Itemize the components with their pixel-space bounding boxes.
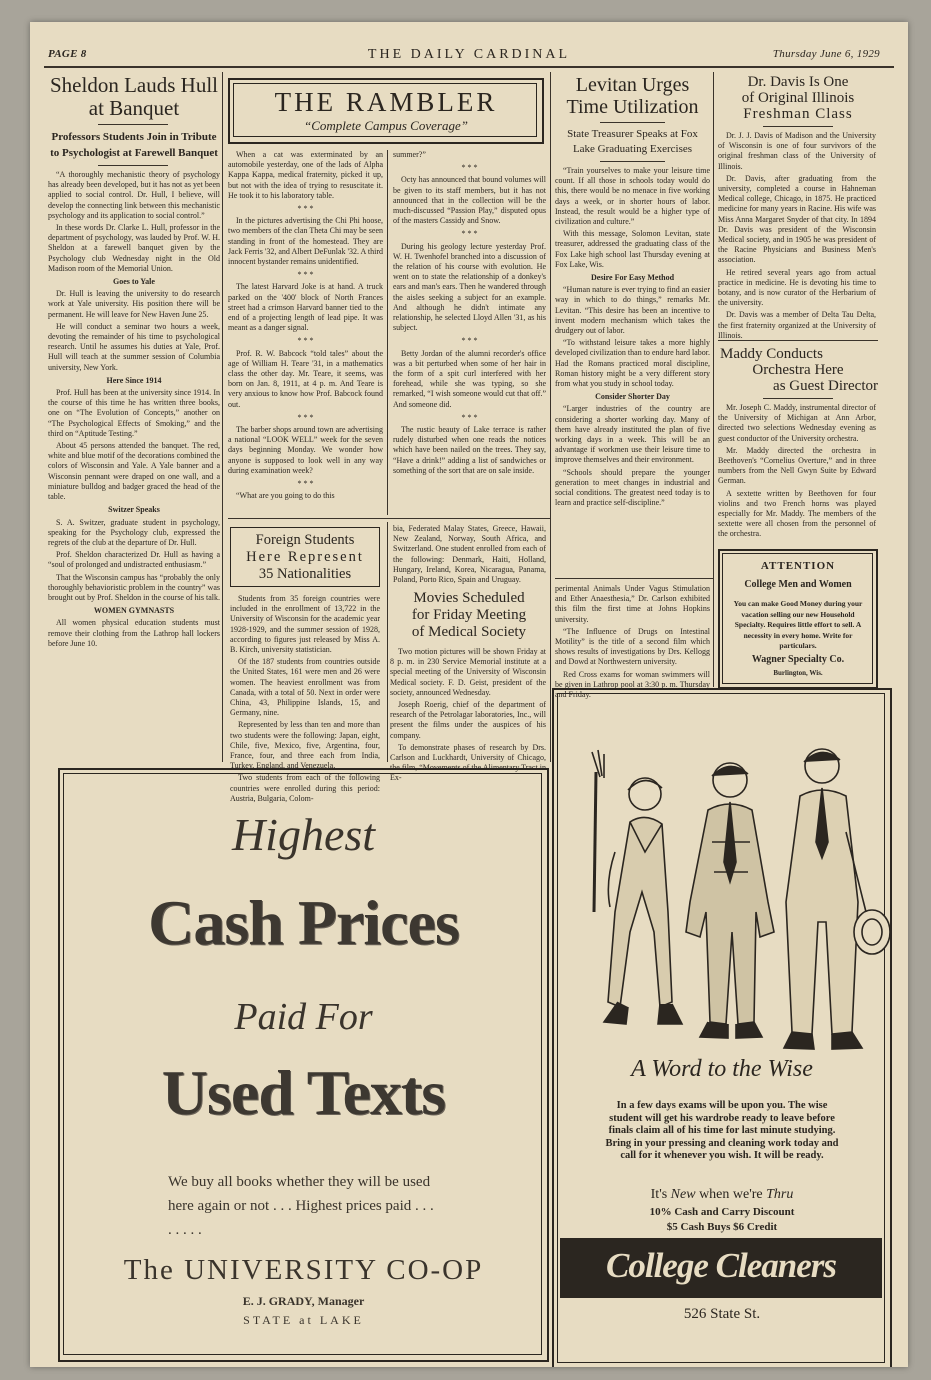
ad-line: Paid For [234, 996, 373, 1038]
paragraph: A sextette written by Beethoven for four violins and two French horns was played especially for Mr. Maddy. The members of the sextette were all chosen from the personnel of the orchestra. [718, 488, 876, 539]
paragraph: About 45 persons attended the banquet. The red, white and blue motif of the decorations combined the colors of Wisconsin and Yale. A Yale banner and a Wisconsin pennant were draped on one wall, and a miniature bulldog and badger graced the head of the table. [48, 441, 220, 502]
ad-manager: E. J. GRADY, Manager [242, 1294, 365, 1308]
movies-body-continued [555, 584, 710, 702]
foreign-headline-box [230, 527, 380, 587]
section-rule [228, 518, 550, 519]
paragraph: Two motion pictures will be shown Friday at 8 p. m. in 230 Service Memorial institute at a special meeting of the University of Wisconsin Medical society. F. D. Geist, president of the society, announced Wednesday. [390, 647, 546, 697]
paragraph: “Human nature is ever trying to find an easier way in which to do things,” remarks Mr. Levitan. “This desire has been an incentive to invent modern mechanism which takes the drudgery out of labor. [555, 285, 710, 336]
paragraph: To demonstrate phases of research by Drs. Carlson and Luckhardt, University of Chicago, the film, “Movements of the Alimentary Tract in Ex- [390, 742, 546, 783]
deck: State Treasurer Speaks at Fox Lake Graduating Exercises [567, 128, 698, 155]
paragraph: Dr. Hull is leaving the university to do research work at Yale university. His position there will be permanent. He will leave for New Haven June 25. [48, 289, 220, 319]
slogan-part: It's [650, 1187, 668, 1202]
rambler-column-left [228, 150, 383, 504]
paragraph: Joseph Roerig, chief of the department of research of the Petrolagar laboratories, Inc., will present the films under the auspices of his company. [390, 700, 546, 740]
column-rule [387, 522, 388, 762]
paragraph: The barber shops around town are advertising a national “LOOK WELL” week for the seven days beginning Monday. We wonder how anyone is supposed to look well in any way during examination week? [228, 425, 383, 475]
article-body [555, 166, 710, 509]
article-body [718, 403, 876, 540]
ad-store-the: The [123, 1254, 175, 1286]
paragraph: The latest Harvard Joke is at hand. A truck parked on the '400' block of North Frances street had a crimson Harvard banner tied to the end of a projecting length of lead pipe. It was meant as a danger signal. [228, 282, 383, 333]
paragraph: He will conduct a seminar two hours a week, devoting the remainder of his time to psychological research. Until he assumes his duties at Yale, Prof. Hull will teach at the summer session of Columbia university, New York. [48, 321, 220, 372]
paragraph: With this message, Solomon Levitan, state treasurer, addressed the graduating class of the Fox Lake high school last Thursday evening at Fox Lake, Wis. [555, 229, 710, 269]
paragraph: During his geology lecture yesterday Prof. W. H. Twenhofel branched into a discussion of the relation of his course with evolution. He went on to state the relationship of a donkey's ears and man's ears. Then he wandered through the aisles seeking a subject for an example. And although he didn't intimate any relationship, he selected Lloyd Allen '31, as his subject. [393, 241, 546, 333]
rambler-column-right [393, 150, 546, 478]
cleaners-deal: $5 Cash Buys $6 Credit [666, 1221, 778, 1233]
separator: * * * [297, 336, 314, 346]
gentlemen-illustration [590, 732, 900, 1077]
slogan-part: when we're [699, 1187, 763, 1202]
cleaners-logo: College Cleaners [606, 1246, 836, 1285]
paragraph: Two students from each of the following countries were enrolled during this period: Austria, Bulgaria, Colom- [230, 773, 380, 803]
paragraph: The rustic beauty of Lake terrace is rather rudely disturbed when one reads the notices which have been nailed on the trees. They say, “Have a drink!” adding a list of sandwiches or something of the sort that are on sale inside. [393, 425, 546, 475]
article-body [390, 647, 546, 784]
cleaners-slogan [554, 1187, 890, 1203]
ad-city: Burlington, Wis. [773, 669, 823, 677]
paragraph: “What are you going to do this [236, 491, 335, 501]
separator: * * * [461, 163, 478, 173]
paragraph: In the pictures advertising the Chi Phi hoose, two members of the clan Theta Chi may be seen standing in front of the homestead. They are Jack Ferris '32, and Albert DeFunlak '32. A third innocent bystander remains unidentified. [228, 216, 383, 267]
paragraph: S. A. Switzer, graduate student in psychology, speaking for the Psychology club, expressed the regrets of the club at the departure of Dr. Hull. [48, 517, 220, 547]
separator: * * * [461, 336, 478, 346]
article-movies [390, 590, 548, 786]
headline-line: for Friday Meeting [411, 607, 527, 623]
paragraph: bia, Federated Malay States, Greece, Hawaii, New Zealand, Norway, South Africa, and Switzerland. One student enrolled from each of the following: Denmark, Haiti, Holland, Hungary, Ireland, Korea, Nicaragua, Panama, Poland, Porto Rico, Spain and Uruguay. [393, 524, 546, 585]
paragraph: Dr. Davis, after graduating from the university, completed a course in Hahneman Medical college, Chicago, in 1875. He practiced medicine for many years in Racine. His wife was Miss Anna Margaret Snyder of that city. In 1894 Dr. Davis was president of the Wisconsin Medical society, and in 1905 he was president of the Racine Physicians and Business Men's association. [718, 173, 876, 265]
paragraph: He retired several years ago from actual practice in medicine. He is devoting his time to botany, and is now curator of the Herbarium of the university. [718, 267, 876, 308]
rambler-header-box [228, 78, 544, 144]
separator: * * * [297, 270, 314, 280]
ad-line: Used Texts [161, 1057, 446, 1128]
headline-line: of Medical Society [411, 624, 527, 640]
separator: * * * [461, 412, 478, 422]
rule [600, 161, 665, 162]
headline-line: Here Represent [246, 549, 364, 565]
paragraph: Prof. R. W. Babcock “told tales” about the age of William H. Teare '31, in a mathematics class the other day. Mr. Teare, it seems, was born on Jan. 8, 1911, at 4 p. m. And Teare is very anxious to know how Prof. Babcock found out. [228, 348, 383, 409]
headline-line: of Original Illinois [741, 90, 855, 106]
paragraph: summer?” [393, 150, 426, 159]
rule [763, 126, 833, 127]
subhead: Goes to Yale [113, 277, 155, 287]
headline-line: Time Utilization [566, 96, 699, 118]
headline-line: 35 Nationalities [258, 566, 352, 582]
subhead: WOMEN GYMNASTS [93, 606, 175, 616]
headline-line: Levitan Urges [575, 74, 690, 96]
subhead: Switzer Speaks [108, 505, 160, 515]
article-levitan [555, 74, 710, 511]
headline-line: Foreign Students [255, 532, 355, 548]
cleaners-body: In a few days exams will be upon you. The wise student will get his wardrobe ready to leave before finals claim all of his time for last minute studying. Bring in your pressing and cleaning work today and call for it whenever you wish. It will be ready. [605, 1100, 839, 1161]
subhead: Consider Shorter Day [595, 392, 670, 402]
section-rule [718, 340, 878, 341]
paragraph: Mr. Maddy directed the orchestra in Beethoven's “Cornelius Overture,” and in three numbers from the Nell Gwyn Suite by Edward German. [718, 445, 876, 486]
ad-title: ATTENTION [760, 560, 836, 572]
ad-store-line [60, 1254, 547, 1287]
separator: * * * [297, 479, 314, 489]
ad-body: We buy all books whether they will be used here again or not . . . Highest prices paid . . . . . . . . [168, 1174, 434, 1238]
page-number: PAGE 8 [48, 48, 87, 60]
article-davis [718, 74, 878, 343]
foreign-body-continued [393, 524, 546, 587]
subhead: Here Since 1914 [106, 375, 162, 385]
masthead-rule [44, 66, 894, 68]
paragraph: “A thoroughly mechanistic theory of psychology has already been developed, but it has not as yet been applied to social control. Dr. Hull, I believe, will develop the connecting link between this mechanistic psychology and its application to social control.” [48, 170, 220, 220]
paragraph: Prof. Hull has been at the university since 1914. In the course of this time he has written three books, one on “The Evolution of Concepts,” another on “The Psychological Effects of Smoking,” and the third on “Aptitude Testing.” [48, 388, 220, 438]
rambler-title: THE RAMBLER [274, 87, 498, 117]
article-maddy [718, 346, 878, 542]
paragraph: “Larger industries of the country are considering a shorter working day. Many of them have already instituted the plan of five working days in a week. This will be an advantage if workmen use their leisure time to improve themselves and their environment. [555, 404, 710, 465]
paragraph: Mr. Joseph C. Maddy, instrumental director of the University of Michigan at Ann Arbor, directed two selections Wednesday evening as guest conductor of the University orchestra. [718, 403, 876, 443]
headline-line: Maddy Conducts [720, 346, 823, 362]
newspaper-page [30, 22, 908, 1367]
paragraph: “The Influence of Drugs on Intestinal Motility” is the title of a second film which shows results of investigations by Drs. Kellogg and Dowd at Northwestern university. [555, 626, 710, 667]
deck: Professors Students Join in Tribute to Psychologist at Farewell Banquet [50, 131, 218, 159]
ad-line: Cash Prices [148, 887, 459, 958]
ad-subtitle: College Men and Women [744, 579, 852, 590]
headline: Sheldon Lauds Hull at Banquet [50, 73, 218, 120]
section-rule [555, 578, 713, 579]
headline-line: as Guest Director [773, 378, 878, 394]
separator: * * * [461, 229, 478, 239]
paragraph: Of the 187 students from countries outside the United States, 161 were men and 26 were women. The heaviest enrollment was from Canada, with a total of 50. Next in order were China, 43, Philippine Islands, 15, and Germany, nine. [230, 657, 380, 718]
ad-line: Highest [231, 809, 376, 860]
article-body [48, 170, 220, 649]
headline-line: Dr. Davis Is One [747, 74, 849, 90]
separator: * * * [297, 204, 314, 214]
separator: * * * [297, 412, 314, 422]
rule [600, 122, 665, 123]
paragraph: Prof. Sheldon characterized Dr. Hull as having a “soul of prolonged and undistracted enthusiasm.” [48, 550, 220, 570]
paragraph: Students from 35 foreign countries were included in the enrollment of 13,722 in the University of Wisconsin for the academic year 1928-1929, and the summer session of 1928, according to figures just released by Miss A. B. Kirch, university statistician. [230, 594, 380, 655]
paragraph: When a cat was exterminated by an automobile yesterday, one of the lads of Alpha Kappa Kappa, medical fraternity, picked it up, but not with the idea of trying to resuscitate it. He took it to his laboratory table. [228, 150, 383, 200]
paragraph: Octy has announced that bound volumes will be given to its staff members, but it has not announced that in the collection will be the much-discussed “Passion Play,” disputed opus of the masters Cassidy and Snow. [393, 175, 546, 226]
paragraph: Red Cross exams for woman swimmers will be given in Lathrop pool at 3:30 p. m. Thursday and Friday. [555, 669, 710, 700]
paper-name: THE DAILY CARDINAL [367, 47, 571, 62]
rule [763, 398, 833, 399]
paragraph: That the Wisconsin campus has “probably the only thoroughly behavioristic problem in the country” was brought out by Prof. Sheldon in the course of his talk. [48, 572, 220, 602]
paragraph: In these words Dr. Clarke L. Hull, professor in the department of psychology, was lauded by Prof. W. H. Sheldon at a farewell banquet given by the Psychology club Wednesday night in the Old Madison room of the Memorial Union. [48, 223, 220, 273]
article-body [718, 131, 876, 341]
paragraph: “To withstand leisure takes a more highly developed civilization than to endure hard labor. Had the Romans practiced moral discipline, Roman history might be a very different story from what you study in school today. [555, 338, 710, 389]
headline-line: Freshman Class [743, 106, 853, 122]
slogan-emphasis: New [670, 1187, 696, 1202]
rule [98, 165, 168, 166]
headline-line: Orchestra Here [752, 362, 844, 378]
cleaners-headline: A Word to the Wise [631, 1056, 813, 1082]
issue-date: Thursday June 6, 1929 [772, 48, 880, 60]
headline-line: Movies Scheduled [413, 590, 525, 606]
paragraph: Betty Jordan of the alumni recorder's office was a bit perturbed when some of her hair in the form of a spit curl interfered with her forehead, while she was typing, so she remarked, “I wish someone would cut that off.” And someone did. [393, 348, 546, 409]
paragraph: Represented by less than ten and more than two students were the following: Japan, eight, Chile, five, Mexico, five, Argentina, four, France, four, and three each from India, Turkey, England, and Venezuela. [230, 720, 380, 771]
paragraph: perimental Animals Under Vagus Stimulation and Ether Anaesthesia,” Dr. Carlson exhibited this film the first time at Johns Hopkins university. [555, 584, 710, 624]
rule [98, 124, 168, 125]
paragraph: All women physical education students must remove their clothing from the Lathrop hall lockers before June 10. [48, 618, 220, 648]
ad-store-name: UNIVERSITY CO-OP [184, 1254, 484, 1286]
subhead: Desire For Easy Method [590, 273, 675, 283]
column-rule [222, 72, 223, 762]
ad-address: STATE at LAKE [243, 1313, 364, 1327]
cleaners-discount: 10% Cash and Carry Discount [649, 1206, 795, 1218]
paragraph: Dr. J. J. Davis of Madison and the University of Wisconsin is one of four survivors of the original freshman class of the University of Illinois. [718, 131, 876, 171]
rambler-tagline: “Complete Campus Coverage” [304, 118, 468, 133]
attention-ad [718, 549, 878, 689]
paragraph: “Schools should prepare the younger generation to meet changes in industrial and social conditions. The greatest need today is to learn and practice self-discipline.” [555, 467, 710, 508]
ad-company: Wagner Specialty Co. [751, 654, 845, 665]
column-rule [387, 150, 388, 515]
paragraph: Dr. Davis was a member of Delta Tau Delta, the first fraternity organized at the University of Illinois. [718, 310, 876, 340]
article-sheldon [48, 74, 220, 651]
cleaners-address: 526 State St. [683, 1306, 761, 1322]
coop-ad [58, 768, 549, 1362]
paragraph: “Train yourselves to make your leisure time count. If all those in schools today would do this, there would be no menace in five working days a week, or in shorter hours of labor. Instead, the result would be a higher type of civilization and culture.” [555, 166, 710, 227]
column-rule [713, 72, 714, 687]
column-rule [550, 72, 551, 762]
slogan-emphasis: Thru [766, 1187, 794, 1202]
ad-body: You can make Good Money during your vacation selling our new Household Specialty. Requires little effort to sell. A necessity in every home. Write for particulars. [733, 599, 863, 650]
